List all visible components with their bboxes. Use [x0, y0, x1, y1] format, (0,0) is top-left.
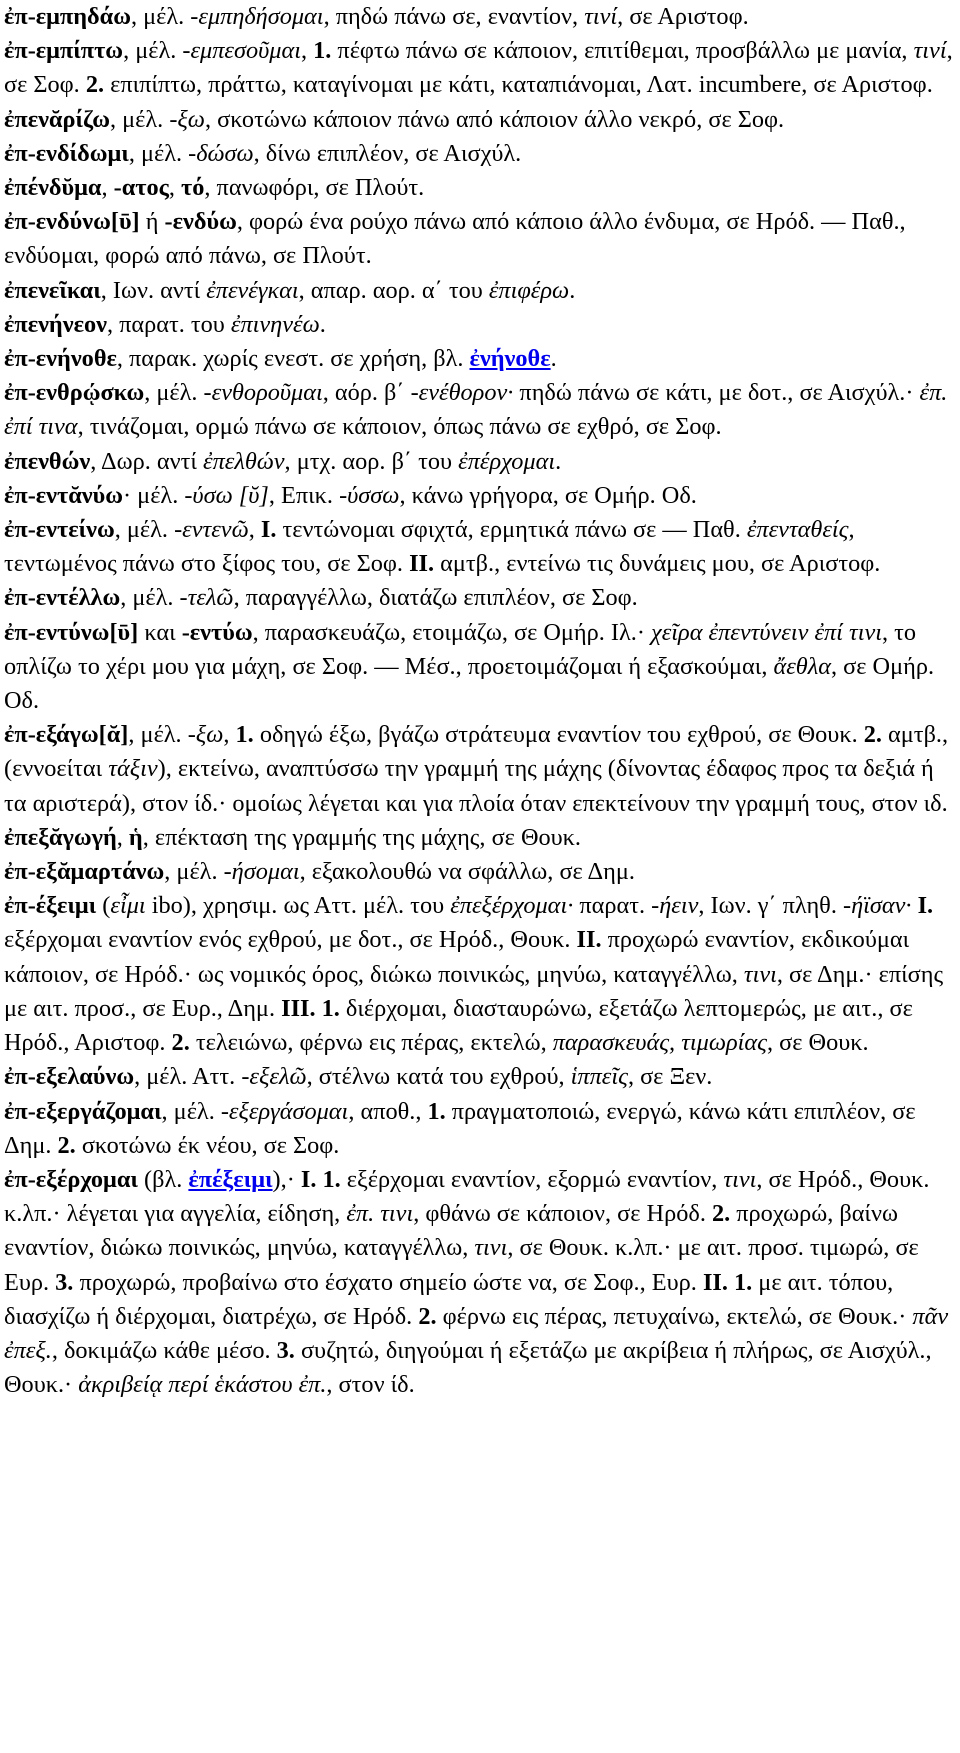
bold-text: 2. — [863, 721, 882, 749]
definition-text: , σε Ηρόδ., Θουκ. κ.λπ.· λέγεται για αγγελία, είδηση, — [4, 1165, 930, 1228]
definition-text: · μέλ. — [123, 481, 185, 509]
italic-text: -εξεργάσομαι — [220, 1097, 349, 1125]
italic-text: ἐπενταθείς — [746, 516, 849, 544]
italic-text: -ύσσω — [339, 481, 400, 509]
definition-text: αμτβ., (εννοείται — [4, 721, 949, 783]
definition-text: , — [116, 823, 129, 851]
definition-text: . — [555, 447, 562, 475]
dictionary-entry — [4, 718, 954, 821]
definition-text: , τεντωμένος πάνω στο ξίφος του, σε Σοφ. — [4, 516, 855, 578]
headword: ἐπ-εντᾰνύω — [4, 481, 124, 509]
bold-text: 2. — [171, 1029, 190, 1057]
bold-text: I. — [260, 516, 277, 544]
definition-text: , αόρ. β΄ — [322, 379, 411, 407]
italic-text: ἐπελθών — [203, 447, 285, 475]
italic-text: ἐπενέγκαι — [206, 276, 299, 304]
definition-text: πηδώ πάνω σε κάτι, με δοτ., σε Αισχύλ.· — [513, 379, 920, 407]
cross-reference-link[interactable]: ἐνήνοθε — [469, 345, 551, 373]
italic-text: -τελῶ — [179, 584, 234, 612]
bold-text: 2. — [711, 1200, 731, 1228]
headword: ἐπενᾰρίζω — [4, 105, 110, 133]
definition-text: πέφτω πάνω σε κάποιον, επιτίθεμαι, προσβάλλω με μανία, — [331, 37, 914, 65]
italic-text: -ήϊσαν· — [842, 892, 912, 920]
definition-text: , μέλ. — [161, 1097, 221, 1125]
definition-text: , δοκιμάζω κάθε μέσο. — [51, 1336, 277, 1364]
headword: ἐπ-εμπηδάω — [4, 3, 131, 30]
definition-text: , Ιων. αντί — [100, 276, 207, 304]
dictionary-entry — [4, 205, 954, 273]
italic-text: εἶμι — [110, 892, 146, 920]
dictionary-entry — [4, 479, 954, 513]
definition-text: τεντώνομαι σφιχτά, ερμητικά πάνω σε — Παθ. — [276, 516, 747, 544]
definition-text: , παρακ. χωρίς ενεστ. σε χρήση, βλ. — [116, 345, 470, 373]
definition-text: , εξακολουθώ να σφάλλω, σε Δημ. — [299, 858, 635, 886]
headword: ἐπ-έξειμι — [4, 892, 97, 920]
definition-text: , αποθ., — [348, 1097, 428, 1125]
italic-text: -εξελῶ — [241, 1063, 307, 1091]
definition-text: , σε Ξεν. — [627, 1063, 713, 1091]
bold-text: II. 1. — [702, 1268, 753, 1296]
italic-text: ἐπ. τινι — [346, 1200, 414, 1228]
definition-text: , σε Θουκ. κ.λπ.· με αιτ. προσ. τιμωρώ, σε Ευρ. — [4, 1234, 919, 1296]
definition-text: , — [223, 721, 236, 749]
dictionary-entry — [4, 513, 954, 581]
definition-text: οδηγώ έξω, βγάζω στράτευμα εναντίον του εχθρού, σε Θουκ. — [253, 721, 864, 749]
definition-text: , — [168, 174, 182, 202]
definition-text: , μέλ. — [120, 584, 180, 612]
bold-text: I. — [917, 892, 934, 920]
bold-text: 2. — [85, 71, 105, 99]
definition-text: , παρασκευάζω, ετοιμάζω, σε Ομήρ. Ιλ.· — [252, 618, 652, 646]
definition-text: , Δωρ. αντί — [90, 447, 204, 475]
definition-text: , — [248, 516, 261, 544]
headword: ἐπ-εντέλλω — [4, 584, 121, 612]
bold-text: -εντύω — [181, 618, 253, 646]
definition-text: , σε Σοφ. — [4, 37, 953, 99]
cross-reference-link[interactable]: ἐπέξειμι — [188, 1165, 273, 1193]
italic-text: ἐπιφέρω — [488, 276, 570, 304]
definition-text: , μέλ. — [164, 858, 224, 886]
headword: ἐπένδῠμα — [4, 174, 102, 202]
dictionary-entry — [4, 103, 954, 137]
definition-text: ( — [96, 892, 111, 920]
definition-text: , μέλ. Αττ. — [134, 1063, 242, 1091]
definition-text: , τινάζομαι, ορμώ πάνω σε κάποιον, όπως πάνω σε εχθρό, σε Σοφ. — [77, 413, 722, 441]
italic-text: -ξω — [187, 721, 224, 749]
bold-text: I. 1. — [300, 1165, 341, 1193]
definition-text: φέρνω εις πέρας, πετυχαίνω, εκτελώ, σε Θουκ.· — [436, 1302, 913, 1330]
italic-text: ἐπινηνέω — [230, 310, 320, 338]
definition-text: , σε Δημ.· επίσης με αιτ. προσ., σε Ευρ., Δημ. — [4, 960, 944, 1022]
definition-text: με αιτ. τόπου, διασχίζω ή διέρχομαι, διατρέχω, σε Ηρόδ. — [4, 1268, 894, 1330]
definition-text: προχωρώ, βαίνω εναντίον, διώκω ποινικώς, μηνύω, καταγγέλλω, — [4, 1200, 898, 1262]
italic-text: ἄεθλα — [773, 652, 832, 680]
definition-text: εξέρχομαι εναντίον, εξορμώ εναντίον, — [340, 1165, 724, 1193]
dictionary-entry — [4, 274, 954, 308]
italic-text: τινι — [743, 960, 777, 988]
bold-text: 3. — [276, 1336, 295, 1364]
italic-text: τάξιν — [108, 755, 158, 783]
dictionary-entry — [4, 1095, 954, 1163]
italic-text: πᾶν ἐπεξ. — [4, 1302, 949, 1364]
definition-text: , σκοτώνω κάποιον πάνω από κάποιον άλλο νεκρό, σε Σοφ. — [204, 105, 785, 133]
italic-text: -εντενῶ — [174, 516, 249, 544]
bold-text: II. — [409, 550, 435, 578]
dictionary-entry — [4, 342, 954, 376]
dictionary-entry — [4, 445, 954, 479]
headword: ἐπ-εξέρχομαι — [4, 1165, 138, 1193]
italic-text: τινί — [584, 3, 618, 30]
italic-text: -δώσω — [188, 139, 254, 167]
definition-text: προχωρώ, προβαίνω στο έσχατο σημείο ώστε να, σε Σοφ., Ευρ. — [73, 1268, 703, 1296]
definition-text: επιπίπτω, πράττω, καταγίνομαι με κάτι, καταπιάνομαι, Λατ. incumbere, σε Αριστοφ. — [104, 71, 933, 99]
definition-text: ),· — [272, 1165, 301, 1193]
dictionary-entry — [4, 137, 954, 171]
headword: ἐπ-εντείνω — [4, 516, 115, 544]
dictionary-entry — [4, 1060, 954, 1094]
bold-text: -ατος — [113, 174, 169, 202]
italic-text: ἀκριβείᾳ περί ἑκάστου ἐπ. — [78, 1371, 327, 1399]
bold-text: ἡ — [128, 823, 143, 851]
definition-text: , μέλ. — [128, 721, 188, 749]
definition-text: , παρατ. του — [106, 310, 231, 338]
dictionary-entry — [4, 616, 954, 719]
definition-text: πραγματοποιώ, ενεργώ, κάνω κάτι επιπλέον, σε Δημ. — [4, 1097, 916, 1159]
italic-text: -ήσομαι — [223, 858, 300, 886]
italic-text: -ύσω [ῠ] — [184, 481, 269, 509]
bold-text: -ενδύω — [164, 208, 237, 236]
headword: ἐπ-εξάγω[ᾰ] — [4, 721, 129, 749]
definition-text: , απαρ. αορ. α΄ του — [298, 276, 489, 304]
headword: ἐπ-εντύνω[ῡ] — [4, 618, 139, 646]
headword: ἐπ-ενθρῴσκω — [4, 379, 145, 407]
headword: ἐπ-εξεργάζομαι — [4, 1097, 162, 1125]
definition-text: και — [138, 618, 182, 646]
definition-text: , σε Θουκ. — [767, 1029, 869, 1057]
definition-text: , δίνω επιπλέον, σε Αισχύλ. — [253, 139, 522, 167]
bold-text: 3. — [55, 1268, 74, 1296]
definition-text: , στον ίδ. — [326, 1371, 415, 1399]
definition-text: τελειώνω, φέρνω εις πέρας, εκτελώ, — [189, 1029, 553, 1057]
dictionary-entry — [4, 0, 954, 34]
definition-text: αμτβ., εντείνω τις δυνάμεις μου, σε Αριστοφ. — [434, 550, 881, 578]
italic-text: ἐπέρχομαι — [458, 447, 556, 475]
definition-text: . — [550, 345, 557, 373]
definition-text: , σε Ομήρ. Οδ. — [4, 652, 935, 715]
definition-text: , σε Αριστοφ. — [617, 3, 749, 30]
dictionary-entry — [4, 171, 954, 205]
definition-text: , μέλ. — [128, 139, 189, 167]
definition-text: , πανωφόρι, σε Πλούτ. — [204, 174, 425, 202]
definition-text: ), εκτείνω, αναπτύσσω την γραμμή της μάχης (δίνοντας έδαφος προς τα δεξιά ή τα αριστερά), στον ίδ.· ομοίως λέγεται και για πλοία όταν επεκτείνουν την γραμμή τους, στον ιδ. — [4, 755, 948, 817]
italic-text: ἐπεξέρχομαι· — [450, 892, 574, 920]
dictionary-entry — [4, 376, 954, 444]
definition-text: , μέλ. — [110, 105, 170, 133]
definition-text: , μτχ. αορ. β΄ του — [284, 447, 459, 475]
italic-text: τινι — [474, 1234, 508, 1262]
definition-text: , μέλ. — [123, 37, 183, 65]
italic-text: -ήειν — [651, 892, 699, 920]
italic-text: ἱππεῖς — [570, 1063, 628, 1091]
italic-text: -εμπηδήσομαι — [190, 3, 324, 30]
definition-text: , — [101, 174, 114, 202]
bold-text: 1. — [313, 37, 332, 65]
italic-text: παρασκευάς, τιμωρίας — [552, 1029, 768, 1057]
definition-text: , Ιων. γ΄ πληθ. — [698, 892, 843, 920]
definition-text: . — [319, 310, 326, 338]
italic-text: -ενθοροῦμαι — [203, 379, 323, 407]
headword: ἐπ-ενήνοθε — [4, 345, 117, 373]
headword: ἐπ-εξελαύνω — [4, 1063, 135, 1091]
bold-text: τό — [181, 174, 205, 202]
headword: ἐπεξᾰγωγή — [4, 823, 117, 851]
definition-text: , επέκταση της γραμμής της μάχης, σε Θουκ. — [142, 823, 581, 851]
definition-text: , κάνω γρήγορα, σε Ομήρ. Οδ. — [399, 481, 697, 509]
bold-text: II. — [576, 926, 602, 954]
dictionary-entry — [4, 308, 954, 342]
definition-text: , φορώ ένα ρούχο πάνω από κάποιο άλλο ένδυμα, σε Ηρόδ. — Παθ., ενδύομαι, φορώ από πάνω, σε Πλούτ. — [4, 208, 906, 270]
definition-text: εξέρχομαι εναντίον ενός εχθρού, με δοτ., σε Ηρόδ., Θουκ. — [4, 926, 577, 954]
italic-text: τινί — [913, 37, 947, 65]
dictionary-entry — [4, 581, 954, 615]
italic-text: ἐπ. ἐπί τινα — [4, 379, 948, 441]
headword: ἐπ-ενδύνω[ῡ] — [4, 208, 140, 236]
headword: ἐπ-εξᾰμαρτάνω — [4, 858, 165, 886]
bold-text: 2. — [57, 1131, 76, 1159]
bold-text: III. 1. — [281, 994, 340, 1022]
italic-text: τινι — [723, 1165, 757, 1193]
dictionary-entry — [4, 34, 954, 102]
dictionary-entry — [4, 889, 954, 1060]
definition-text: παρατ. — [573, 892, 652, 920]
dictionary-entry — [4, 821, 954, 855]
italic-text: -ενέθορον· — [410, 379, 514, 407]
definition-text: σκοτώνω έκ νέου, σε Σοφ. — [75, 1131, 340, 1159]
italic-text: χεῖρα ἐπεντύνειν ἐπί τινι — [651, 618, 882, 646]
definition-text: , μέλ. — [130, 3, 191, 30]
definition-text: (βλ. — [137, 1165, 189, 1193]
definition-text: , παραγγέλλω, διατάζω επιπλέον, σε Σοφ. — [233, 584, 638, 612]
definition-text: , φθάνω σε κάποιον, σε Ηρόδ. — [413, 1200, 712, 1228]
definition-text: , στέλνω κατά του εχθρού, — [306, 1063, 571, 1091]
headword: ἐπενθών — [4, 447, 91, 475]
definition-text: διέρχομαι, διασταυρώνω, εξετάζω λεπτομερώς, με αιτ., σε Ηρόδ., Αριστοφ. — [4, 994, 913, 1057]
definition-text: , το οπλίζω το χέρι μου για μάχη, σε Σοφ. — Μέσ., προετοιμάζομαι ή εξασκούμαι, — [4, 618, 917, 680]
definition-text: , πηδώ πάνω σε, εναντίον, — [323, 3, 585, 30]
bold-text: 1. — [427, 1097, 446, 1125]
italic-text: -ξω — [169, 105, 205, 133]
definition-text: . — [569, 276, 576, 304]
definition-text: ibo), χρησιμ. ως Αττ. μέλ. του — [145, 892, 451, 920]
definition-text: , — [300, 37, 314, 65]
dictionary-entry — [4, 855, 954, 889]
italic-text: -εμπεσοῦμαι — [182, 37, 301, 65]
definition-text: , μέλ. — [114, 516, 175, 544]
dictionary-entry — [4, 1163, 954, 1402]
bold-text: 1. — [235, 721, 254, 749]
definition-text: συζητώ, διηγούμαι ή εξετάζω με ακρίβεια ή πλήρως, σε Αισχύλ., Θουκ.· — [4, 1336, 932, 1399]
definition-text: , Επικ. — [268, 481, 340, 509]
headword: ἐπενεῖκαι — [4, 276, 101, 304]
headword: ἐπ-εμπίπτω — [4, 37, 124, 65]
headword: ἐπ-ενδίδωμι — [4, 139, 129, 167]
definition-text: προχωρώ εναντίον, εκδικούμαι κάποιον, σε Ηρόδ.· ως νομικός όρος, διώκω ποινικώς, μηνύω, καταγγέλλω, — [4, 926, 910, 988]
definition-text: ή — [139, 208, 165, 236]
bold-text: 2. — [418, 1302, 437, 1330]
headword: ἐπενήνεον — [4, 310, 107, 338]
definition-text: , μέλ. — [144, 379, 204, 407]
